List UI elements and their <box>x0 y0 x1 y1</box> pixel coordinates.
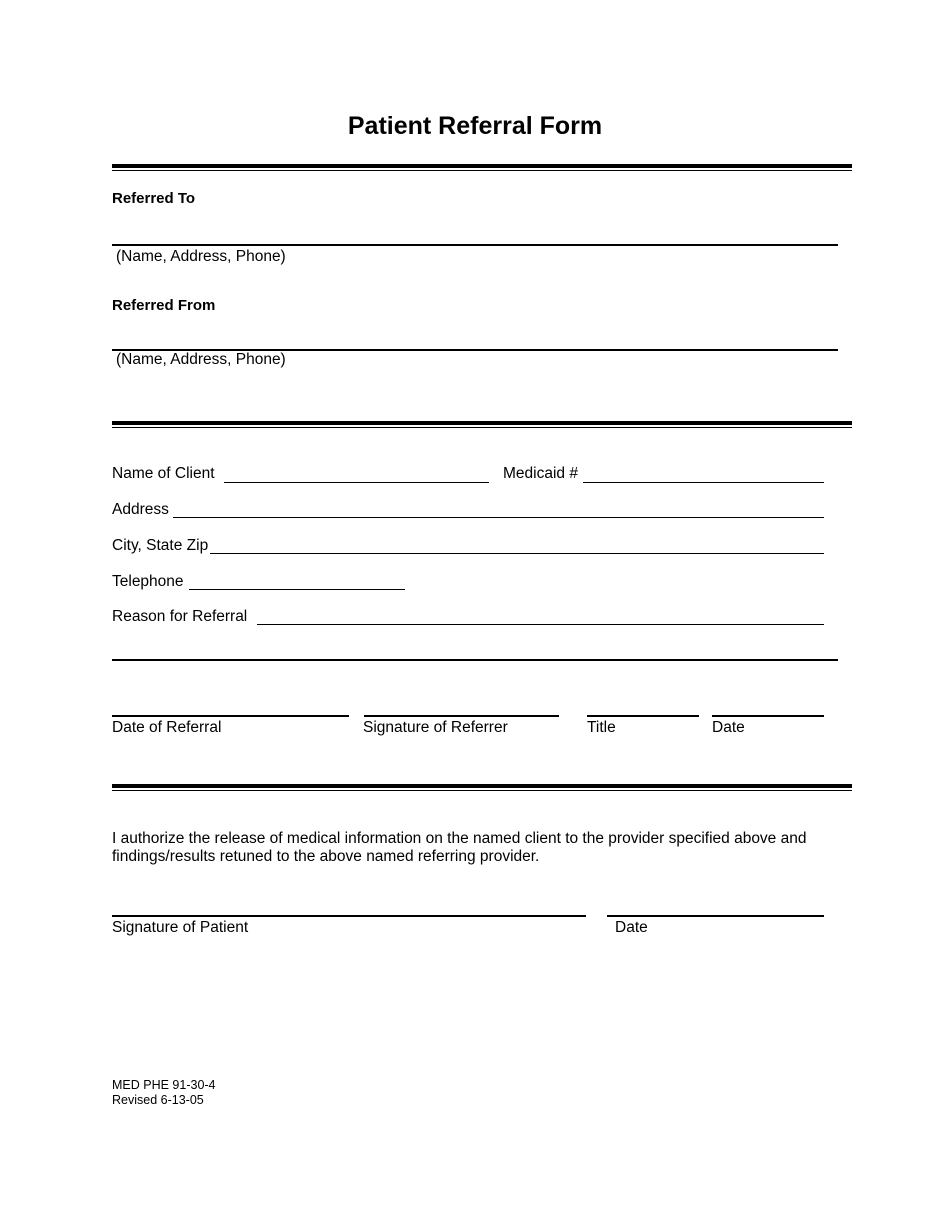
signature-of-referrer-label: Signature of Referrer <box>363 719 508 736</box>
medicaid-field[interactable] <box>583 482 824 483</box>
name-of-client-label: Name of Client <box>112 465 215 482</box>
authorization-text-line1: I authorize the release of medical information on the named client to the provider specified above and <box>112 830 807 847</box>
signature-of-referrer-field[interactable] <box>364 715 559 717</box>
date-of-referral-label: Date of Referral <box>112 719 222 736</box>
telephone-field[interactable] <box>189 589 405 590</box>
name-of-client-field[interactable] <box>224 482 489 483</box>
reason-for-referral-label: Reason for Referral <box>112 608 248 625</box>
signature-of-patient-label: Signature of Patient <box>112 919 249 936</box>
referred-to-field[interactable] <box>112 244 838 246</box>
city-state-zip-label: City, State Zip <box>112 537 209 554</box>
form-code: MED PHE 91-30-4 <box>112 1078 216 1092</box>
city-state-zip-field[interactable] <box>210 553 824 554</box>
title-field[interactable] <box>587 715 699 717</box>
date-of-referral-field[interactable] <box>112 715 349 717</box>
referral-date-label: Date <box>712 719 745 736</box>
reason-for-referral-field[interactable] <box>257 624 824 625</box>
signature-of-patient-field[interactable] <box>112 915 586 917</box>
referred-to-hint: (Name, Address, Phone) <box>116 248 286 265</box>
referred-from-heading: Referred From <box>112 297 216 314</box>
patient-date-label: Date <box>615 919 648 936</box>
divider-middle <box>112 421 852 429</box>
medicaid-label: Medicaid # <box>503 465 578 482</box>
referred-from-hint: (Name, Address, Phone) <box>116 351 286 368</box>
address-field[interactable] <box>173 517 824 518</box>
referral-date-field[interactable] <box>712 715 824 717</box>
reason-for-referral-field-line2[interactable] <box>112 659 838 661</box>
divider-top <box>112 164 852 172</box>
telephone-label: Telephone <box>112 573 184 590</box>
authorization-text-line2: findings/results retuned to the above named referring provider. <box>112 848 540 865</box>
revision-date: Revised 6-13-05 <box>112 1093 204 1107</box>
patient-date-field[interactable] <box>607 915 824 917</box>
referred-to-heading: Referred To <box>112 190 196 207</box>
title-label: Title <box>587 719 616 736</box>
address-label: Address <box>112 501 169 518</box>
page-title: Patient Referral Form <box>347 112 603 140</box>
divider-bottom <box>112 784 852 792</box>
